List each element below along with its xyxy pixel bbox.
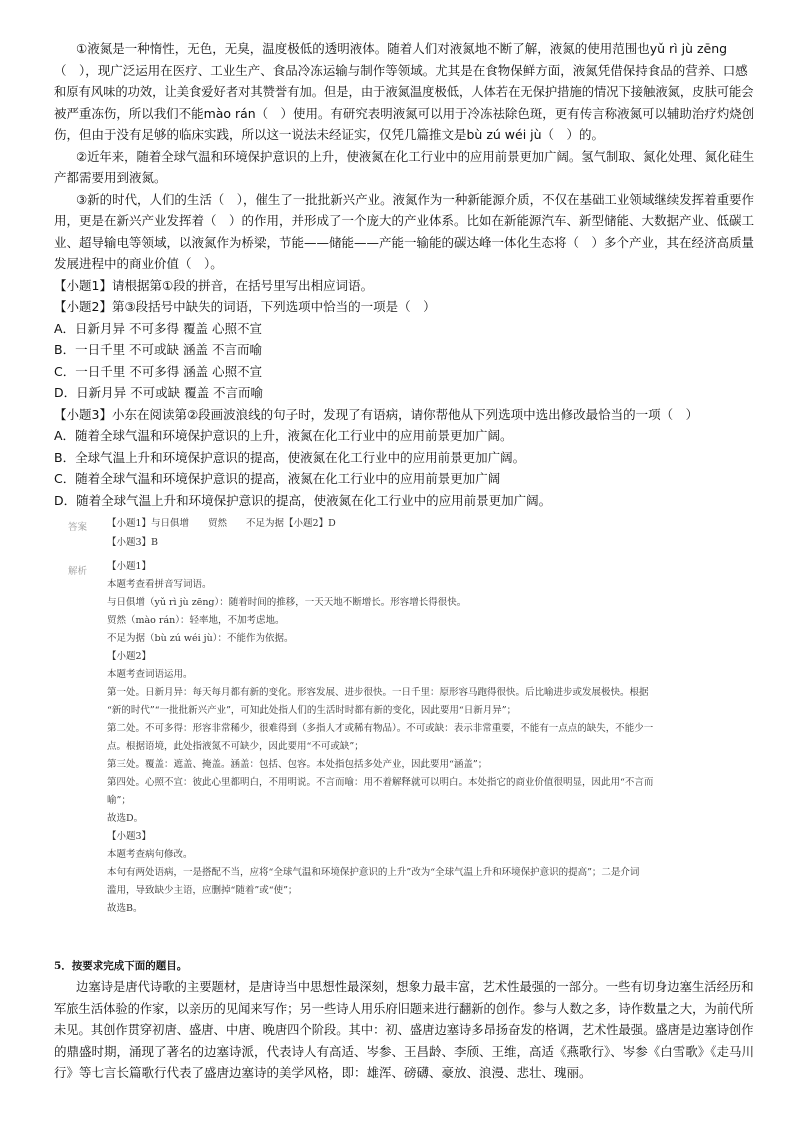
- answer-label: 答案: [68, 522, 88, 533]
- passage-line: （ ），现广泛运用在医疗、工业生产、食品冷冻运输与制作等领域。尤其是在食物保鲜方面，液氮凭借保持食品的营养、口感: [54, 63, 748, 78]
- option-d: D．随着全球气温上升和环境保护意识的提高，使液氮在化工行业中的应用前景更加广阔。: [54, 493, 552, 508]
- analysis-line: 故选D。: [107, 813, 144, 824]
- analysis-line: 不足为据（bù zú wéi jù）：不能作为依据。: [107, 633, 294, 644]
- passage-line: ②近年来，随着全球气温和环境保护意识的上升，使液氮在化工行业中的应用前景更加广阔。氢气制取、氮化处理、氮化硅生: [76, 149, 755, 164]
- passage-line: 发展进程中的商业价值（ ）。: [54, 256, 223, 271]
- option-d: D．日新月异 不可或缺 覆盖 不言而喻: [54, 385, 264, 400]
- analysis-line: 本题考查看拼音写词语。: [107, 579, 212, 590]
- analysis-line: 【小题2】: [107, 651, 152, 662]
- question-1: 【小题1】请根据第①段的拼音，在括号里写出相应词语。: [54, 278, 374, 293]
- analysis-label: 解析: [68, 566, 88, 577]
- analysis-line: 与日俱增（yǔ rì jù zēng）：随着时间的推移，一天天地不断增长。形容增长得很快。: [107, 597, 467, 608]
- analysis-line: 第一处。日新月异：每天每月都有新的变化。形容发展、进步很快。一日千里：原形容马跑得很快。后比喻进步或发展极快。根据: [107, 687, 649, 698]
- analysis-line: 喻”；: [107, 795, 131, 806]
- passage-line: 用，更是在新兴产业发挥着（ ）的作用，并形成了一个庞大的产业体系。比如在新能源汽车、新型储能、大数据产业、低碳工: [54, 213, 755, 228]
- passage-line: ③新的时代，人们的生活（ ），催生了一批批新兴产业。液氮作为一种新能源介质，不仅在基础工业领域继续发挥着重要作: [76, 192, 754, 207]
- analysis-line: 滥用，导致缺少主语，应删掉“随着”或“使”；: [107, 885, 298, 896]
- analysis-line: 本题考查词语运用。: [107, 669, 193, 680]
- analysis-line: 【小题3】: [107, 831, 152, 842]
- analysis-line: 本句有两处语病，一是搭配不当，应将“全球气温和环境保护意识的上升”改为“全球气温上升和环境保护意识的提高”；二是介词: [107, 867, 640, 878]
- option-a: A．日新月异 不可多得 覆盖 心照不宣: [54, 321, 262, 336]
- passage-line: 伤，但由于没有足够的临床实践，所以这一说法未经证实，仅凭几篇推文是bù zú wéi jù（ ）的。: [54, 127, 605, 142]
- option-c: C．随着全球气温和环境保护意识的提高，液氮在化工行业中的应用前景更加广阔: [54, 471, 501, 486]
- analysis-line: “新的时代”“一批批新兴产业”，可知此处指人们的生活时时都有新的变化，因此要用“日新月异”；: [107, 705, 517, 716]
- analysis-line: 第二处。不可多得：形容非常稀少，很难得到（多指人才或稀有物品）。不可或缺：表示非常重要，不能有一点点的缺失，不能少一: [107, 723, 654, 734]
- analysis-line: 第三处。覆盖：遮盖、掩盖。涵盖：包括、包容。本处指包括多处产业，因此要用“涵盖”；: [107, 759, 488, 770]
- option-b: B．全球气温上升和环境保护意识的提高，使液氮在化工行业中的应用前景更加广阔。: [54, 450, 526, 465]
- q5-line: 军旅生活体验的作家，以亲历的见闻来写作；另一些诗人用乐府旧题来进行翻新的创作。参与人数之多，诗作数量之大，为前代所: [54, 1001, 754, 1016]
- analysis-line: 故选B。: [107, 903, 143, 914]
- analysis-line: 贸然（mào rán）：轻率地，不加考虑地。: [107, 615, 285, 626]
- passage-line: 业、超导输电等领域，以液氮作为桥梁，节能——储能——产能一输能的碳达峰一体化生态将（ ）多个产业，其在经济高质量: [54, 235, 755, 250]
- option-a: A．随着全球气温和环境保护意识的上升，液氮在化工行业中的应用前景更加广阔。: [54, 428, 513, 443]
- analysis-line: 第四处。心照不宣：彼此心里都明白，不用明说。不言而喻：用不着解释就可以明白。本处指它的商业价值很明显，因此用“不言而: [107, 777, 654, 788]
- q5-line: 的鼎盛时期，涌现了著名的边塞诗派，代表诗人有高适、岑参、王昌龄、李颀、王维，高适《燕歌行》、岑参《白雪歌》《走马川: [54, 1044, 755, 1059]
- option-c: C．一日千里 不可多得 涵盖 心照不宣: [54, 364, 263, 379]
- question-3: 【小题3】小东在阅读第②段画波浪线的句子时，发现了有语病，请你帮他从下列选项中选出修改最恰当的一项（ ）: [54, 407, 699, 422]
- analysis-line: 【小题1】: [107, 561, 152, 572]
- passage-line: ①液氮是一种惰性，无色，无臭，温度极低的透明液体。随着人们对液氮地不断了解，液氮的使用范围也yǔ rì jù zēng: [76, 41, 728, 56]
- passage-line: 和原有风味的功效，让美食爱好者对其赞誉有加。但是，由于液氮温度极低，人体若在无保护措施的情况下接触液氮，皮肤可能会: [54, 84, 754, 99]
- q5-line: 行》等七言长篇歌行代表了盛唐边塞诗的美学风格，即：雄浑、磅礴、豪放、浪漫、悲壮、瑰丽。: [54, 1065, 592, 1080]
- q5-line: 边塞诗是唐代诗歌的主要题材，是唐诗当中思想性最深刻，想象力最丰富，艺术性最强的一部分。一些有切身边塞生活经历和: [76, 979, 754, 994]
- option-b: B．一日千里 不可或缺 涵盖 不言而喻: [54, 342, 262, 357]
- answer-line: 【小题1】与日俱增 贸然 不足为据【小题2】D: [107, 518, 336, 529]
- question-5-title: 5．按要求完成下面的题目。: [54, 960, 188, 972]
- passage-line: 被严重冻伤，所以我们不能mào rán（ ）使用。有研究表明液氮可以用于冷冻祛除色斑，更有传言称液氮可以辅助治疗灼烧创: [54, 106, 755, 121]
- passage-line: 产都需要用到液氮。: [54, 170, 167, 185]
- answer-line: 【小题3】B: [107, 537, 159, 548]
- question-2: 【小题2】第③段括号中缺失的词语，下列选项中恰当的一项是（ ）: [54, 299, 436, 314]
- q5-line: 未见。其创作贯穿初唐、盛唐、中唐、晚唐四个阶段。其中：初、盛唐边塞诗多昂扬奋发的格调，艺术性最强。盛唐是边塞诗创作: [54, 1022, 754, 1037]
- analysis-line: 点。根据语境，此处指液氮不可缺少，因此要用“不可或缺”；: [107, 741, 364, 752]
- analysis-line: 本题考查病句修改。: [107, 849, 193, 860]
